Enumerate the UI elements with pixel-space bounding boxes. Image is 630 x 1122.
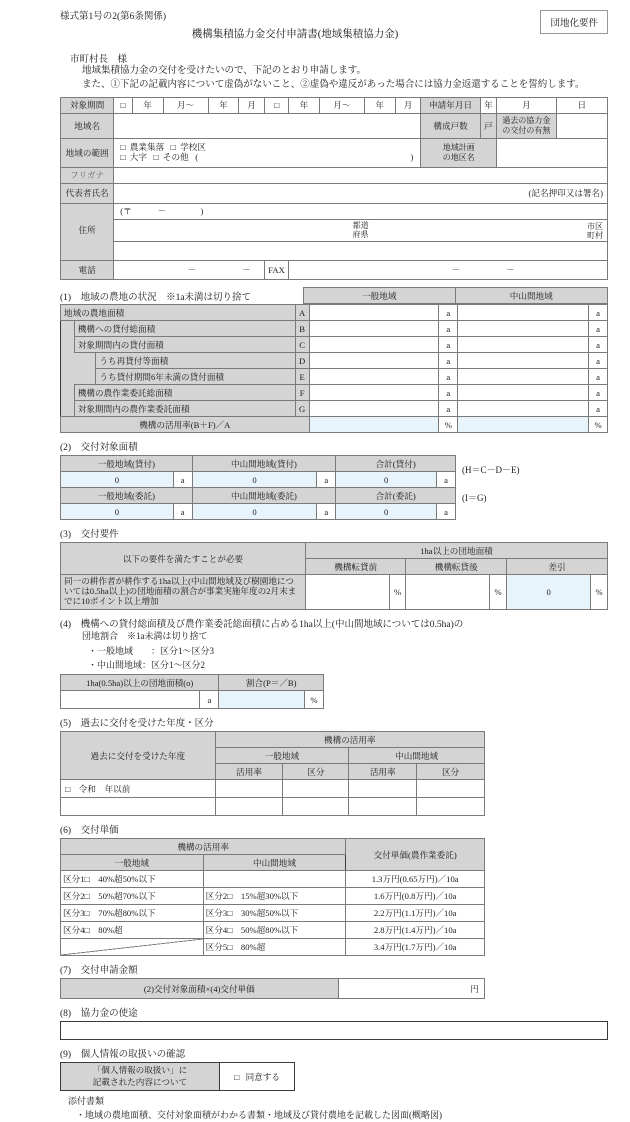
s1-row-rate xyxy=(61,417,608,433)
s6-row-1 xyxy=(61,871,485,888)
section-4-title: (4) 機構への貸付総面積及び農作業委託総面積に占める1ha以上(中山間地域については0.5ha)の xyxy=(60,620,464,631)
section-7-table xyxy=(60,978,485,999)
scope-checkbox-shuraku[interactable]: □ xyxy=(120,141,126,152)
plan-district-input[interactable] xyxy=(497,138,608,167)
s1-label-F: 機構の農作業委託総面積 xyxy=(74,385,295,401)
s1-rate-unit-general: % xyxy=(439,417,458,433)
applicant-table xyxy=(60,97,608,281)
s1-col-general: 一般地域 xyxy=(304,288,456,304)
prefecture-label: 都道 府県 xyxy=(352,220,369,240)
s6-row-2 xyxy=(61,888,485,905)
section-2 xyxy=(60,455,608,520)
tel-row xyxy=(61,261,608,280)
s3-after-input[interactable] xyxy=(406,575,490,610)
s4-ratio-value xyxy=(219,691,305,709)
s1-label-E: うち貸付期間6年未満の貸付面積 xyxy=(96,369,295,385)
s2-lend-formula: (H＝C－D－E) xyxy=(462,464,520,475)
privacy-agreement-label: 「個人情報の取扱い」に 記載された内容について xyxy=(61,1063,220,1090)
s2-entrust-v1: 0 xyxy=(61,504,174,520)
section-2-table xyxy=(60,455,456,520)
s5-r2-div-chusankan[interactable] xyxy=(417,798,485,816)
s6-price-1: 1.3万円(0.65万円)／10a xyxy=(346,871,485,888)
s1-col-chusankan: 中山間地域 xyxy=(455,288,607,304)
s6-col-chusankan: 中山間地域 xyxy=(203,855,346,871)
s6-col-general: 一般地域 xyxy=(61,855,204,871)
s2-entrust-v3: 0 xyxy=(336,504,437,520)
s6-header-1 xyxy=(61,839,485,855)
plan-district-label: 地域計画 の地区名 xyxy=(421,138,497,167)
s1-key-G: G xyxy=(295,401,309,417)
privacy-agreement-control[interactable] xyxy=(220,1063,294,1090)
s2-lend-header xyxy=(61,456,456,472)
s1-general-G[interactable] xyxy=(309,401,439,417)
postal-code-input[interactable]: (〒 － ) xyxy=(114,203,608,219)
s5-col-div-chusankan: 区分 xyxy=(417,764,485,780)
s5-r1-rate-chusankan[interactable] xyxy=(349,780,417,798)
s1-chusankan-F[interactable] xyxy=(458,385,589,401)
furigana-input[interactable] xyxy=(114,167,608,183)
s2-lend-u1: a xyxy=(173,472,192,488)
scope-other-close: ) xyxy=(410,151,414,162)
agree-checkbox[interactable]: □ xyxy=(233,1071,240,1082)
area-name-label: 地域名 xyxy=(61,113,114,138)
section-2-title: (2) 交付対象面積 xyxy=(60,443,138,454)
section-4-bullet-1: ・一般地域 ：区分1～区分3 xyxy=(88,645,215,656)
scope-label: 地域の範囲 xyxy=(61,138,114,167)
s6-general-4[interactable]: 区分4□ 80%超 xyxy=(61,922,204,939)
s3-before-unit: % xyxy=(389,575,406,610)
section-5-table xyxy=(60,731,485,816)
s3-sub-after: 機構転貸後 xyxy=(406,559,506,575)
period-1-month-end[interactable]: 月 xyxy=(239,97,265,113)
furigana-row xyxy=(61,167,608,183)
period-1-month-start[interactable]: 月～ xyxy=(163,97,208,113)
s3-before-input[interactable] xyxy=(305,575,389,610)
s1-key-B: B xyxy=(295,321,309,337)
s1-key-A: A xyxy=(295,305,309,321)
section-3-table xyxy=(60,542,608,610)
postal-row xyxy=(61,203,608,219)
s1-general-D[interactable] xyxy=(309,353,439,369)
s7-amount-unit: 円 xyxy=(470,983,479,994)
s1-key-D: D xyxy=(295,353,309,369)
period-1-checkbox[interactable]: □ xyxy=(114,97,132,113)
s1-row-C xyxy=(61,337,608,353)
s4-area-input[interactable] xyxy=(61,691,200,709)
s3-diff-unit: % xyxy=(591,575,608,610)
s5-sub-chusankan: 中山間地域 xyxy=(349,748,485,764)
s5-col-div-general: 区分 xyxy=(283,764,349,780)
s2-lend-h3: 合計(貸付) xyxy=(336,456,456,472)
period-2-checkbox[interactable]: □ xyxy=(264,97,288,113)
s3-after-unit: % xyxy=(490,575,507,610)
section-1-title: (1) 地域の農地の状況 ※1a未満は切り捨て xyxy=(60,293,252,304)
tel-dash-1: － xyxy=(187,265,197,276)
section-1 xyxy=(60,289,608,303)
s4-area-unit: a xyxy=(200,691,219,709)
fax-dash-2: － xyxy=(506,265,515,276)
s5-col-rate-general: 活用率 xyxy=(215,764,283,780)
s7-amount-input[interactable] xyxy=(338,979,484,999)
s3-diff-value: 0 xyxy=(506,575,590,610)
past-grant-label: 過去の協力金 の交付の有無 xyxy=(497,113,556,138)
s6-price-4: 2.8万円(1.4万円)／10a xyxy=(346,922,485,939)
s1-unit-D-general: a xyxy=(439,353,458,369)
s3-req-text: 同一の耕作者が耕作する1ha以上(中山間地域及び樹園地については0.5ha以上)の団地面積の割合が事業実施年度の2月末までに10ポイント以上増加 xyxy=(61,575,306,610)
s5-header-1 xyxy=(61,732,485,748)
section-4-bullet-2: ・中山間地域：区分1～区分2 xyxy=(88,660,206,671)
s5-r1-div-general[interactable] xyxy=(283,780,349,798)
scope-label-shuraku: 農業集落 xyxy=(129,141,165,152)
period-1-year-end[interactable]: 年 xyxy=(208,97,239,113)
city-label: 市区 町村 xyxy=(587,221,603,240)
period-2-year-start[interactable]: 年 xyxy=(289,97,320,113)
s3-group-header: 1ha以上の団地面積 xyxy=(305,543,607,559)
s1-row-G xyxy=(61,401,608,417)
s1-chusankan-G[interactable] xyxy=(458,401,589,417)
apply-date-year[interactable]: 年 xyxy=(480,97,496,113)
document-title: 機構集積協力金交付申請書(地域集積協力金) xyxy=(191,29,399,40)
s2-entrust-u3: a xyxy=(436,504,455,520)
address-label-cell-bottom xyxy=(61,242,114,261)
s6-chusankan-3[interactable]: 区分3□ 30%超50%以下 xyxy=(203,905,346,922)
rep-name-label: 代表者氏名 xyxy=(61,183,114,203)
s1-unit-A-general: a xyxy=(439,305,458,321)
s2-entrust-values xyxy=(61,504,456,520)
s1-general-F[interactable] xyxy=(309,385,439,401)
section-4-table xyxy=(60,674,324,709)
s4-ratio-unit: % xyxy=(305,691,324,709)
s1-row-E xyxy=(61,369,608,385)
s1-row-A xyxy=(61,305,608,321)
address-input-2[interactable] xyxy=(114,242,608,261)
s5-col-year: 過去に交付を受けた年度 xyxy=(61,732,216,780)
s2-lend-v1: 0 xyxy=(61,472,174,488)
fax-label: FAX xyxy=(264,261,288,280)
s5-year-1[interactable]: □ 令和 年以前 xyxy=(61,780,216,798)
s6-chusankan-5[interactable]: 区分5□ 80%超 xyxy=(203,939,346,956)
furigana-label: フリガナ xyxy=(61,167,114,183)
s1-unit-G-chusankan: a xyxy=(589,401,608,417)
s1-chusankan-D[interactable] xyxy=(458,353,589,369)
s1-general-C[interactable] xyxy=(309,337,439,353)
households-unit: 戸 xyxy=(480,113,496,138)
address-row-2 xyxy=(61,242,608,261)
form-header xyxy=(60,8,608,48)
s6-row-5 xyxy=(61,939,485,956)
s3-header-row-1 xyxy=(61,543,608,559)
s6-group: 機構の活用率 xyxy=(61,839,346,855)
address-label: 住所 xyxy=(61,219,114,242)
address-row-1 xyxy=(61,219,608,242)
s5-group: 機構の活用率 xyxy=(215,732,484,748)
s1-unit-A-chusankan: a xyxy=(589,305,608,321)
s2-lend-values xyxy=(61,472,456,488)
s2-entrust-h2: 中山間地域(委託) xyxy=(192,488,336,504)
tel-label: 電話 xyxy=(61,261,114,280)
s1-chusankan-B[interactable] xyxy=(458,321,589,337)
addressee: 市町村長 様 xyxy=(70,55,128,65)
past-grant-input[interactable] xyxy=(556,113,607,138)
section-6-table xyxy=(60,838,485,956)
agree-label: 同意する xyxy=(245,1071,280,1082)
lead-text-1: 地域集積協力金の交付を受けたいので、下記のとおり申請します。 xyxy=(82,66,367,76)
s5-r2-div-general[interactable] xyxy=(283,798,349,816)
period-2-month-end[interactable]: 月 xyxy=(395,97,421,113)
attachment-title: 添付書類 xyxy=(68,1096,105,1107)
s2-lend-u3: a xyxy=(436,472,455,488)
s4-col-2: 割合(P＝／B) xyxy=(219,675,324,691)
s4-col-1: 1ha(0.5ha)以上の団地面積(o) xyxy=(61,675,219,691)
form-number: 様式第1号の2(第6条関係) xyxy=(60,12,167,22)
apply-date-label: 申請年月日 xyxy=(421,97,480,113)
s5-r2-rate-chusankan[interactable] xyxy=(349,798,417,816)
section-1-table xyxy=(60,304,608,433)
s1-unit-B-chusankan: a xyxy=(589,321,608,337)
s2-lend-h2: 中山間地域(貸付) xyxy=(192,456,336,472)
apply-date-day[interactable]: 日 xyxy=(556,97,607,113)
privacy-agreement-box xyxy=(60,1062,295,1091)
s2-lend-v3: 0 xyxy=(336,472,437,488)
lead-text-2: また、①下記の記載内容について虚偽がないこと、②虚偽や違反があった場合には協力金返還することを誓約します。 xyxy=(82,79,585,90)
section-9-title: (9) 個人情報の取扱いの確認 xyxy=(60,1050,186,1061)
scope-other-open: ( xyxy=(195,151,199,162)
s6-general-2[interactable]: 区分2□ 50%超70%以下 xyxy=(61,888,204,905)
s1-key-C: C xyxy=(295,337,309,353)
s2-entrust-h3: 合計(委託) xyxy=(336,488,456,504)
s6-col-price: 交付単価(農作業委託) xyxy=(346,839,485,871)
s1-chusankan-C[interactable] xyxy=(458,337,589,353)
s1-rate-unit-chusankan: % xyxy=(589,417,608,433)
s3-req-header: 以下の要件を満たすことが必要 xyxy=(61,543,306,575)
s5-r2-rate-general[interactable] xyxy=(215,798,283,816)
s2-lend-v2: 0 xyxy=(192,472,317,488)
rep-name-row xyxy=(61,183,608,203)
s1-unit-F-chusankan: a xyxy=(589,385,608,401)
s1-general-A[interactable] xyxy=(309,305,439,321)
address-input-1[interactable] xyxy=(114,219,608,242)
s1-unit-F-general: a xyxy=(439,385,458,401)
s6-chusankan-1[interactable] xyxy=(203,871,346,888)
s6-price-3: 2.2万円(1.1万円)／10a xyxy=(346,905,485,922)
scope-checkbox-gakkou[interactable]: □ xyxy=(170,141,176,152)
s2-entrust-header xyxy=(61,488,456,504)
s1-unit-C-general: a xyxy=(439,337,458,353)
s1-row-D xyxy=(61,353,608,369)
s2-entrust-v2: 0 xyxy=(192,504,317,520)
s1-rate-chusankan xyxy=(458,417,589,433)
s5-year-2[interactable] xyxy=(61,798,216,816)
s1-general-E[interactable] xyxy=(309,369,439,385)
s2-lend-u2: a xyxy=(317,472,336,488)
s1-unit-D-chusankan: a xyxy=(589,353,608,369)
s4-values xyxy=(61,691,324,709)
s1-label-A: 地域の農地面積 xyxy=(61,305,296,321)
s6-price-2: 1.6万円(0.8万円)／10a xyxy=(346,888,485,905)
s2-entrust-u2: a xyxy=(317,504,336,520)
period-row xyxy=(61,97,608,113)
s5-col-rate-chusankan: 活用率 xyxy=(349,764,417,780)
s2-entrust-u1: a xyxy=(173,504,192,520)
s1-rate-general xyxy=(309,417,439,433)
s5-r1-div-chusankan[interactable] xyxy=(417,780,485,798)
s1-row-F xyxy=(61,385,608,401)
period-2-year-end[interactable]: 年 xyxy=(364,97,395,113)
s6-chusankan-4[interactable]: 区分4□ 50%超80%以下 xyxy=(203,922,346,939)
s1-general-B[interactable] xyxy=(309,321,439,337)
s5-row-2 xyxy=(61,798,485,816)
s1-unit-E-chusankan: a xyxy=(589,369,608,385)
s6-general-1[interactable]: 区分1□ 40%超50%以下 xyxy=(61,871,204,888)
s3-sub-diff: 差引 xyxy=(506,559,607,575)
scope-label-gakkou: 学校区 xyxy=(180,141,206,152)
section-4-title-2: 団地割合 ※1a未満は切り捨て xyxy=(82,631,208,642)
s2-entrust-formula: (I＝G) xyxy=(462,492,487,503)
fax-dash-1: － xyxy=(451,265,461,276)
section-1-header-table xyxy=(303,287,608,304)
s1-key-F: F xyxy=(295,385,309,401)
period-label: 対象期間 xyxy=(61,97,114,113)
scope-label-sonota: その他 xyxy=(162,151,189,162)
households-label: 構成戸数 xyxy=(421,113,480,138)
scope-options[interactable] xyxy=(114,138,421,167)
s6-general-5-empty xyxy=(61,939,204,956)
section-3-title: (3) 交付要件 xyxy=(60,530,119,541)
s1-chusankan-A[interactable] xyxy=(458,305,589,321)
section-8-usage-input[interactable] xyxy=(60,1021,608,1040)
s5-r1-rate-general[interactable] xyxy=(215,780,283,798)
s1-unit-B-general: a xyxy=(439,321,458,337)
fax-input[interactable] xyxy=(289,261,608,280)
apply-date-month[interactable]: 月 xyxy=(497,97,556,113)
period-2-month-start[interactable]: 月～ xyxy=(319,97,364,113)
s6-chusankan-2[interactable]: 区分2□ 15%超30%以下 xyxy=(203,888,346,905)
s1-chusankan-E[interactable] xyxy=(458,369,589,385)
scope-row xyxy=(61,138,608,167)
address-label-cell-top xyxy=(61,203,114,219)
s1-unit-E-general: a xyxy=(439,369,458,385)
scope-checkbox-ooaza[interactable]: □ xyxy=(120,151,126,162)
s6-row-3 xyxy=(61,905,485,922)
attachment-item: ・地域の農地面積、交付対象面積がわかる書類・地域及び貸付農地を記載した図面(概略図) xyxy=(76,1109,442,1120)
area-name-input[interactable] xyxy=(114,113,421,138)
period-1-year-start[interactable]: 年 xyxy=(132,97,163,113)
tel-input[interactable] xyxy=(114,261,265,280)
area-name-row xyxy=(61,113,608,138)
scope-label-ooaza: 大字 xyxy=(129,151,147,162)
rep-name-input[interactable]: (記名押印又は署名) xyxy=(114,183,608,203)
s7-label: (2)交付対象面積×(4)交付単価 xyxy=(61,979,339,999)
s7-row xyxy=(61,979,485,999)
s5-row-1 xyxy=(61,780,485,798)
s5-sub-general: 一般地域 xyxy=(215,748,349,764)
s2-lend-h1: 一般地域(貸付) xyxy=(61,456,193,472)
s1-label-D: うち再貸付等面積 xyxy=(96,353,295,369)
s6-general-3[interactable]: 区分3□ 70%超80%以下 xyxy=(61,905,204,922)
s1-label-B: 機構への貸付総面積 xyxy=(74,321,295,337)
section-8-title: (8) 協力金の使途 xyxy=(60,1009,138,1020)
s1-row-B xyxy=(61,321,608,337)
section-6-title: (6) 交付単価 xyxy=(60,826,119,837)
s3-value-row xyxy=(61,575,608,610)
s6-row-4 xyxy=(61,922,485,939)
section-5-title: (5) 過去に交付を受けた年度・区分 xyxy=(60,719,214,730)
tel-dash-2: － xyxy=(242,265,251,276)
s4-header xyxy=(61,675,324,691)
s1-key-E: E xyxy=(295,369,309,385)
s3-sub-before: 機構転貸前 xyxy=(305,559,405,575)
scope-checkbox-sonota[interactable]: □ xyxy=(153,151,159,162)
s6-price-5: 3.4万円(1.7万円)／10a xyxy=(346,939,485,956)
s1-rate-label: 機構の活用率(B＋F)／A xyxy=(61,417,310,433)
s1-unit-C-chusankan: a xyxy=(589,337,608,353)
s1-label-C: 対象期間内の貸付面積 xyxy=(74,337,295,353)
danchika-requirement-tag: 団地化要件 xyxy=(540,10,608,34)
s1-unit-G-general: a xyxy=(439,401,458,417)
s1-label-G: 対象期間内の農作業委託面積 xyxy=(74,401,295,417)
s2-entrust-h1: 一般地域(委託) xyxy=(61,488,193,504)
section-7-title: (7) 交付申請金額 xyxy=(60,966,138,977)
